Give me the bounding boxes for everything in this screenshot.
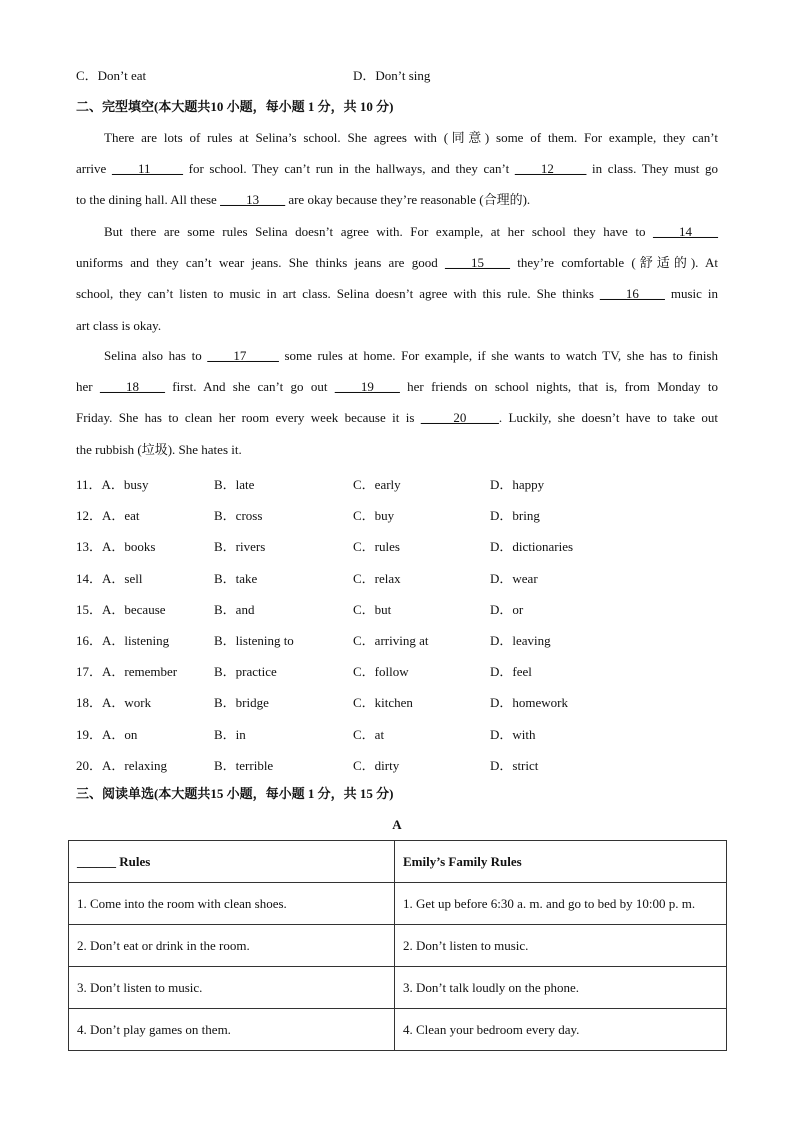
- table-cell: 3. Don’t listen to music.: [69, 967, 395, 1009]
- blank-20: _____20_____: [420, 410, 499, 426]
- question-18: [76, 692, 718, 723]
- option-a: 18．A．work: [76, 695, 152, 711]
- blank-11: ____11_____: [111, 161, 183, 177]
- option-d: D．with: [490, 726, 536, 742]
- passage-line: There are lots of rules at Selina’s school. She agrees with (同意) some of them. For example, they can’t: [104, 130, 718, 145]
- question-options: [76, 474, 718, 786]
- option-d: D．feel: [490, 664, 532, 680]
- option-c: C．rules: [353, 539, 400, 555]
- prev-option-c: C．Don’t eat: [76, 68, 147, 83]
- option-a: 11．A．busy: [76, 477, 149, 492]
- question-12: [76, 505, 718, 536]
- blank-12: ____12_____: [514, 161, 587, 177]
- table-header-cell: ______ Rules: [69, 841, 395, 883]
- option-b: B．in: [214, 726, 246, 742]
- table-row: [69, 883, 727, 925]
- option-a: 19．A．on: [76, 726, 138, 742]
- option-a: 20．A．relaxing: [76, 757, 167, 773]
- passage-paragraph-3: [76, 348, 718, 473]
- table-cell: 3. Don’t talk loudly on the phone.: [395, 967, 727, 1009]
- question-16: [76, 630, 718, 661]
- question-14: [76, 568, 718, 599]
- option-b: B．and: [214, 601, 255, 617]
- passage-line: arrive ____11_____ for school. They can’t run in the hallways, and they can’t ____12_____ in class. They must go: [76, 161, 718, 177]
- question-15: [76, 599, 718, 630]
- option-c: C．buy: [353, 508, 395, 524]
- option-c: C．at: [353, 726, 385, 742]
- passage-line: Friday. She has to clean her room every week because it is _____20_____. Luckily, she doesn’t have to take out: [76, 410, 718, 426]
- blank-13: ____13____: [220, 192, 286, 208]
- rules-table: [68, 840, 727, 1051]
- option-a: 14．A．sell: [76, 570, 143, 586]
- table-header-cell: Emily’s Family Rules: [395, 841, 727, 883]
- question-19: [76, 724, 718, 755]
- table-row: [69, 967, 727, 1009]
- blank-17: ____17_____: [207, 348, 279, 363]
- option-b: B．practice: [214, 664, 277, 680]
- option-a: 17．A．remember: [76, 664, 178, 680]
- option-d: D．leaving: [490, 632, 551, 648]
- table-cell: 2. Don’t eat or drink in the room.: [69, 925, 395, 967]
- option-a: 12．A．eat: [76, 508, 140, 524]
- option-b: B．bridge: [214, 695, 269, 711]
- option-c: C．kitchen: [353, 695, 413, 711]
- question-11: [76, 474, 718, 505]
- option-c: C．arriving at: [353, 632, 429, 648]
- passage-line: Selina also has to ____17_____ some rules at home. For example, if she wants to watch TV, she has to finish: [104, 348, 718, 363]
- option-b: B．listening to: [214, 632, 294, 648]
- passage-line: school, they can’t listen to music in art class. Selina doesn’t agree with this rule. She thinks ____16____ music in: [76, 286, 719, 302]
- option-b: B．rivers: [214, 539, 266, 555]
- section-3-heading: 三、阅读单选(本大题共15 小题，每小题 1 分，共 15 分): [76, 786, 394, 801]
- section-2-heading: 二、完型填空(本大题共10 小题，每小题 1 分，共 10 分): [76, 99, 394, 114]
- option-c: C．relax: [353, 570, 401, 586]
- passage-line: her ____18____ first. And she can’t go out ____19____ her friends on school nights, that is, from Monday to: [76, 379, 718, 395]
- table-cell: 2. Don’t listen to music.: [395, 925, 727, 967]
- option-d: D．dictionaries: [490, 539, 574, 555]
- table-cell: 4. Clean your bedroom every day.: [395, 1009, 727, 1051]
- option-b: B．take: [214, 570, 258, 586]
- option-c: C．early: [353, 477, 401, 492]
- option-c: C．follow: [353, 664, 409, 680]
- option-a: 13．A．books: [76, 539, 156, 555]
- blank-16: ____16____: [599, 286, 665, 302]
- question-20: [76, 755, 718, 786]
- option-b: B．terrible: [214, 757, 274, 773]
- table-cell: 1. Get up before 6:30 a. m. and go to bed by 10:00 p. m.: [395, 883, 727, 925]
- option-d: D．happy: [490, 477, 545, 492]
- blank-14: ____14____: [653, 224, 718, 239]
- reading-part-title: A: [392, 817, 402, 832]
- option-d: D．strict: [490, 757, 539, 773]
- passage-line: the rubbish (垃圾). She hates it.: [76, 441, 242, 457]
- option-c: C．dirty: [353, 757, 400, 773]
- table-row: [69, 1009, 727, 1051]
- option-b: B．cross: [214, 508, 263, 524]
- option-d: D．wear: [490, 570, 538, 586]
- table-cell: 4. Don’t play games on them.: [69, 1009, 395, 1051]
- blank-19: ____19____: [334, 379, 400, 395]
- passage-line: But there are some rules Selina doesn’t agree with. For example, at her school they have to ____14____: [104, 224, 718, 239]
- question-13: [76, 536, 718, 567]
- table-header-row: [69, 841, 727, 883]
- option-b: B．late: [214, 477, 255, 492]
- table-row: [69, 925, 727, 967]
- option-c: C．but: [353, 601, 392, 617]
- option-a: 16．A．listening: [76, 632, 170, 648]
- passage-paragraph-1: [76, 130, 718, 224]
- passage-line: art class is okay.: [76, 317, 162, 333]
- table-cell: 1. Come into the room with clean shoes.: [69, 883, 395, 925]
- option-d: D．bring: [490, 508, 540, 524]
- passage-paragraph-2: [76, 224, 718, 349]
- passage-line: uniforms and they can’t wear jeans. She thinks jeans are good ____15____ they’re comfortable (舒适的). At: [76, 255, 718, 271]
- option-d: D．or: [490, 601, 524, 617]
- blank-15: ____15____: [444, 255, 510, 271]
- passage-line: to the dining hall. All these ____13____ are okay because they’re reasonable (合理的).: [76, 192, 531, 208]
- question-17: [76, 661, 718, 692]
- prev-option-d: D．Don’t sing: [353, 68, 431, 83]
- blank-18: ____18____: [99, 379, 165, 395]
- option-d: D．homework: [490, 695, 568, 711]
- option-a: 15．A．because: [76, 601, 166, 617]
